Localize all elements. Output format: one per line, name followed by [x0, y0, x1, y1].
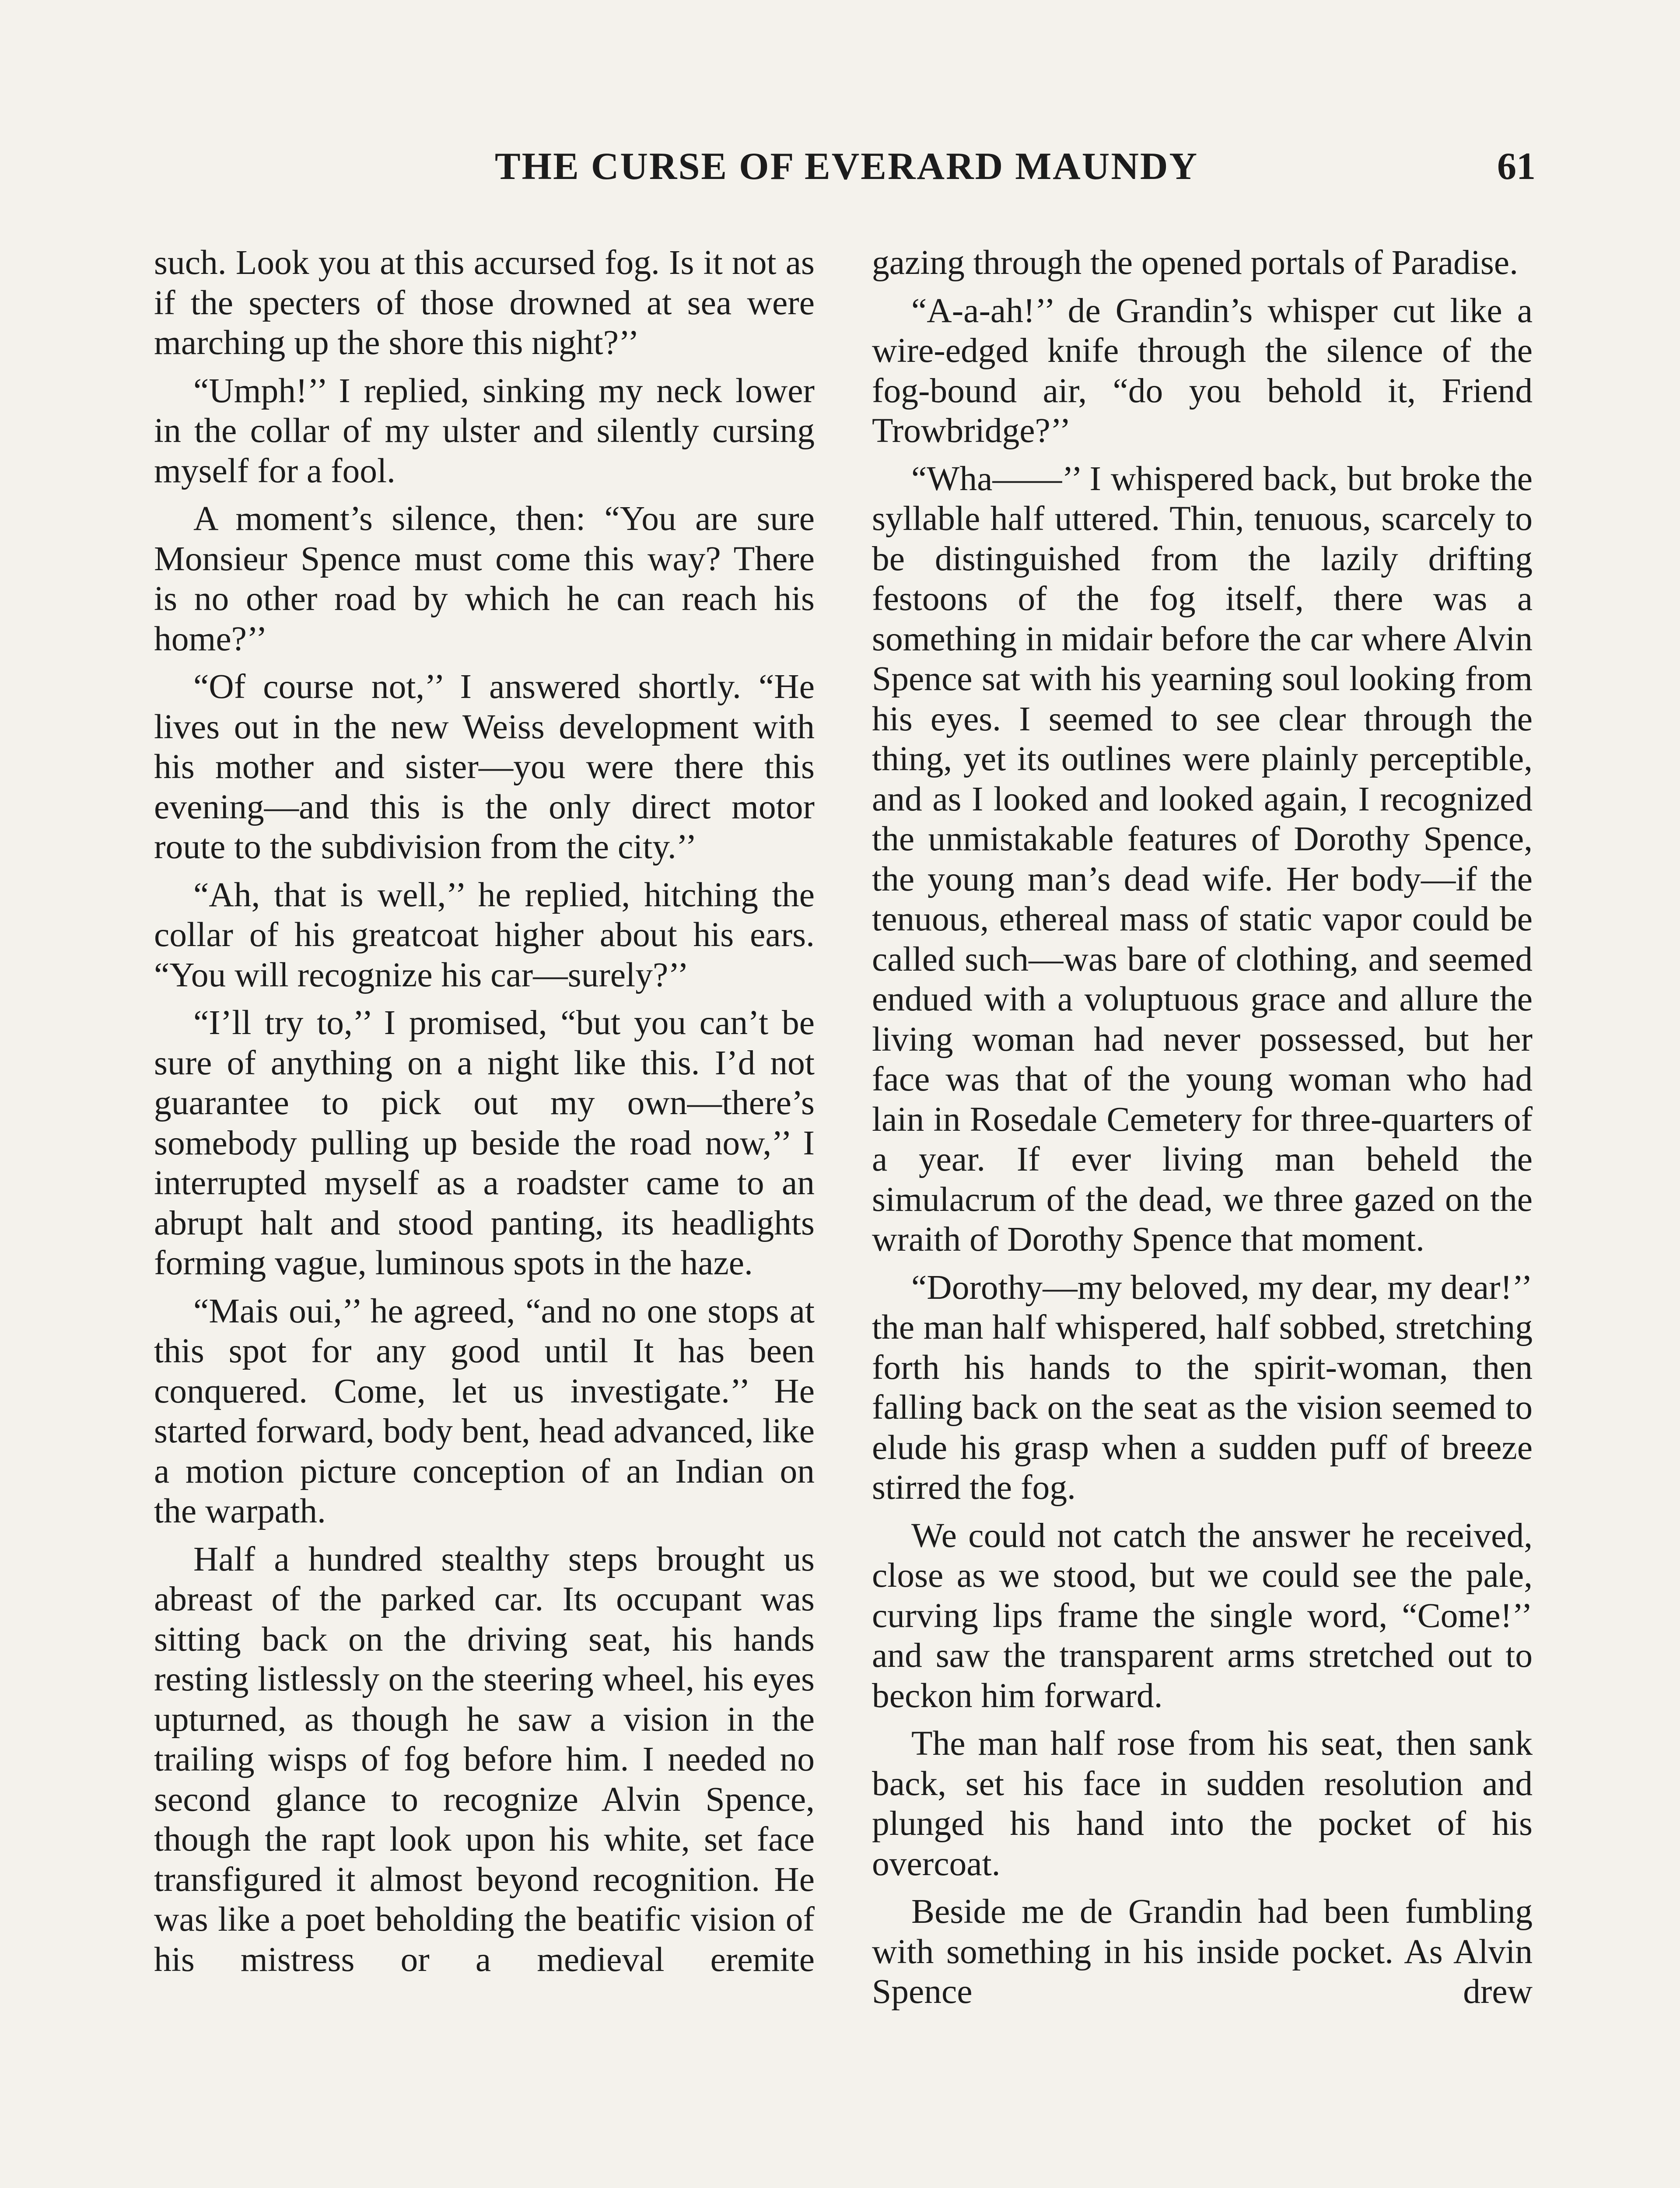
paragraph: “Ah, that is well,’’ he replied, hitching the collar of his greatcoat higher about his ears. “You will recognize his car—surely?’’: [154, 875, 815, 994]
paragraph: A moment’s silence, then: “You are sure Monsieur Spence must come this way? There is no other road by which he can reach his home?’’: [154, 499, 815, 658]
paragraph: The man half rose from his seat, then sank back, set his face in sudden resolution and plunged his hand into the pocket of his overcoat.: [872, 1724, 1533, 1883]
paragraph: “Dorothy—my beloved, my dear, my dear!’’ the man half whispered, half sobbed, stretching forth his hands to the spirit-woman, then falling back on the seat as the vision seemed to elude his grasp when a sudden puff of breeze stirred the fog.: [872, 1268, 1533, 1507]
paragraph: “Mais oui,’’ he agreed, “and no one stops at this spot for any good until It has been conquered. Come, let us investigate.’’ He started forward, body bent, head advanced, like a motion picture conception of an Indian on the warpath.: [154, 1291, 815, 1530]
paragraph: Half a hundred stealthy steps brought us abreast of the parked car. Its occupant was sitting back on the driving seat, his hands resting listlessly on the steering wheel, his eyes upturned, as though he saw a vision in the trailing wisps of fog before him. I needed no second glance to recognize Alvin Spence, though the rapt look upon his white, set face transfigured it almost beyond recognition. He was like a poet beholding the beatific vision of his mistress or a medieval eremite: [154, 1539, 815, 1979]
running-title: THE CURSE OF EVERARD MAUNDY: [494, 145, 1199, 188]
paragraph: We could not catch the answer he received, close as we stood, but we could see the pale, curving lips frame the single word, “Come!’’ and saw the transparent arms stretched out to beckon him forward.: [872, 1516, 1533, 1715]
paragraph: “I’ll try to,’’ I promised, “but you can’t be sure of anything on a night like this. I’d not guarantee to pick out my own—there’s somebody pulling up beside the road now,’’ I interrupted myself as a roadster came to an abrupt halt and stood panting, its headlights forming vague, luminous spots in the haze.: [154, 1003, 815, 1282]
right-text-column: [872, 243, 1533, 2020]
left-text-column: [154, 243, 815, 1988]
paragraph: such. Look you at this accursed fog. Is it not as if the specters of those drowned at sea were marching up the shore this night?’’: [154, 243, 815, 362]
page-number: 61: [1497, 145, 1536, 188]
paragraph: “Umph!’’ I replied, sinking my neck lower in the collar of my ulster and silently cursing myself for a fool.: [154, 371, 815, 490]
paragraph: “A-a-ah!’’ de Grandin’s whisper cut like a wire-edged knife through the silence of the fog-bound air, “do you behold it, Friend Trowbridge?’’: [872, 291, 1533, 450]
running-head: [158, 144, 1536, 193]
paragraph: “Of course not,’’ I answered shortly. “He lives out in the new Weiss development with his mother and sister—you were there this evening—and this is the only direct motor route to the subdivision from the city.’’: [154, 667, 815, 866]
paragraph: “Wha——’’ I whispered back, but broke the syllable half uttered. Thin, tenuous, scarcely to be distinguished from the lazily drifting festoons of the fog itself, there was a something in midair before the car where Alvin Spence sat with his yearning soul looking from his eyes. I seemed to see clear through the thing, yet its outlines were plainly perceptible, and as I looked and looked again, I recognized the unmistakable features of Dorothy Spence, the young man’s dead wife. Her body—if the tenuous, ethereal mass of static vapor could be called such—was bare of clothing, and seemed endued with a voluptuous grace and allure the living woman had never possessed, but her face was that of the young woman who had lain in Rosedale Cemetery for three-quarters of a year. If ever living man beheld the simulacrum of the dead, we three gazed on the wraith of Dorothy Spence that moment.: [872, 459, 1533, 1259]
paragraph: gazing through the opened portals of Paradise.: [872, 243, 1518, 282]
paragraph: Beside me de Grandin had been fumbling with something in his inside pocket. As Alvin Spence drew: [872, 1892, 1533, 2011]
